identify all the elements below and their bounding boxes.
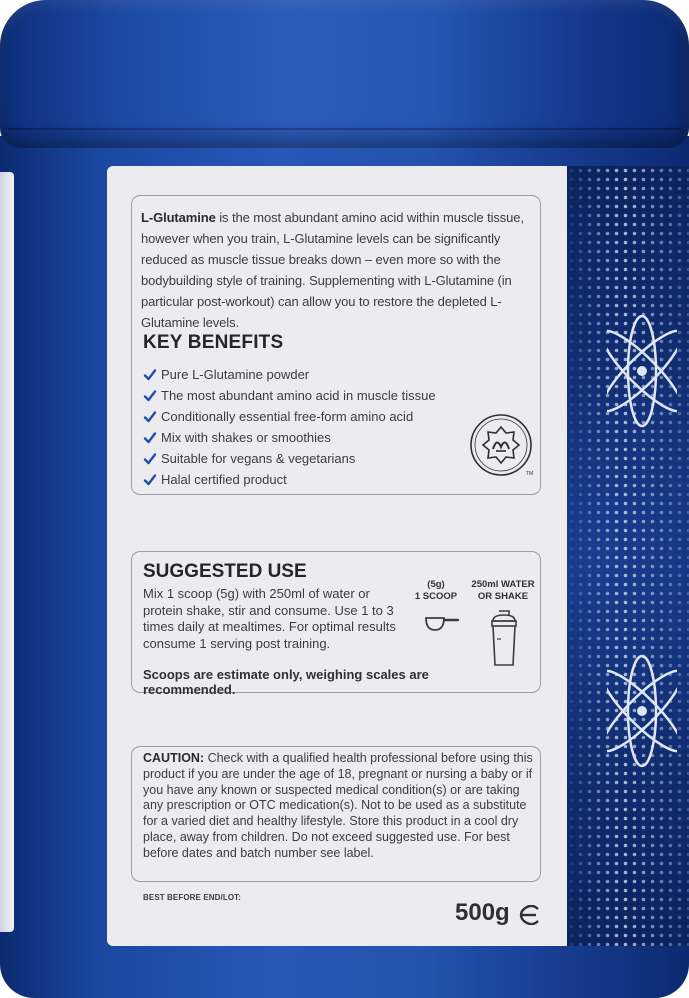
scoops-note: Scoops are estimate only, weighing scales are recommended. [143,667,429,697]
list-item [143,385,463,406]
intro-paragraph [141,207,533,333]
check-icon [143,389,157,403]
water-amount: 250ml WATER [471,579,535,590]
check-icon [143,473,157,487]
scoop-count: 1 SCOOP [414,591,458,602]
tub-lid [0,0,689,148]
key-benefits-title: KEY BENEFITS [143,332,284,353]
check-icon [143,431,157,445]
benefit-text: Pure L-Glutamine powder [161,367,310,382]
caution-paragraph [143,751,535,862]
benefit-text: Suitable for vegans & vegetarians [161,451,356,466]
caution-text: Check with a qualified health professional before using this product if you are under the age of 18, pregnant or nursing a baby or if you have any known or suspected medical condition(s) or are taking any prescription or OTC medication(s). Not to be used as a substitute for a varied diet and healthy lifestyle. Store this product in a cool dry place, away from children. Do not exceed suggested use. For best before dates and batch number see label. [143,751,533,860]
check-icon [143,452,157,466]
best-before-label: BEST BEFORE END/LOT: [143,893,242,902]
caution-label: CAUTION: [143,751,205,765]
dot-pattern [567,166,689,946]
benefit-text: The most abundant amino acid in muscle tissue [161,388,436,403]
suggested-use-text: Mix 1 scoop (5g) with 250ml of water or protein shake, stir and consume. Use 1 to 3 times daily at mealtimes. For optimal results consume 1 serving post training. [143,586,396,651]
atom-icon [607,306,677,436]
side-label-edge [0,172,14,932]
suggested-use-title: SUGGESTED USE [143,561,307,582]
benefit-text: Conditionally essential free-form amino acid [161,409,414,424]
scoop-label [408,579,464,603]
benefit-text: Mix with shakes or smoothies [161,430,331,445]
benefit-text: Halal certified product [161,472,287,487]
atom-icon [607,646,677,776]
water-label [470,579,536,603]
intro-text: is the most abundant amino acid within muscle tissue, however when you train, L-Glutamine levels can be significantly reduced as muscle tissue breaks down – even more so with the bodybuilding style of training. Supplementing with L-Glutamine (in particular post-workout) can allow you to restore the depleted L-Glutamine levels. [141,210,524,330]
scoop-amount: (5g) [427,579,445,590]
net-weight: 500g [455,899,510,926]
list-item [143,469,463,490]
list-item [143,448,463,469]
estimated-sign-icon [519,905,541,925]
list-item [143,427,463,448]
list-item [143,364,463,385]
halal-seal-icon [469,413,533,477]
benefits-list [143,364,463,490]
water-alt: OR SHAKE [477,591,529,602]
list-item [143,406,463,427]
check-icon [143,410,157,424]
scoop-icon [424,612,460,634]
svg-text:TM: TM [526,471,533,477]
shaker-icon [487,609,521,667]
decorative-panel [567,166,689,946]
product-name: L-Glutamine [141,210,216,225]
check-icon [143,368,157,382]
